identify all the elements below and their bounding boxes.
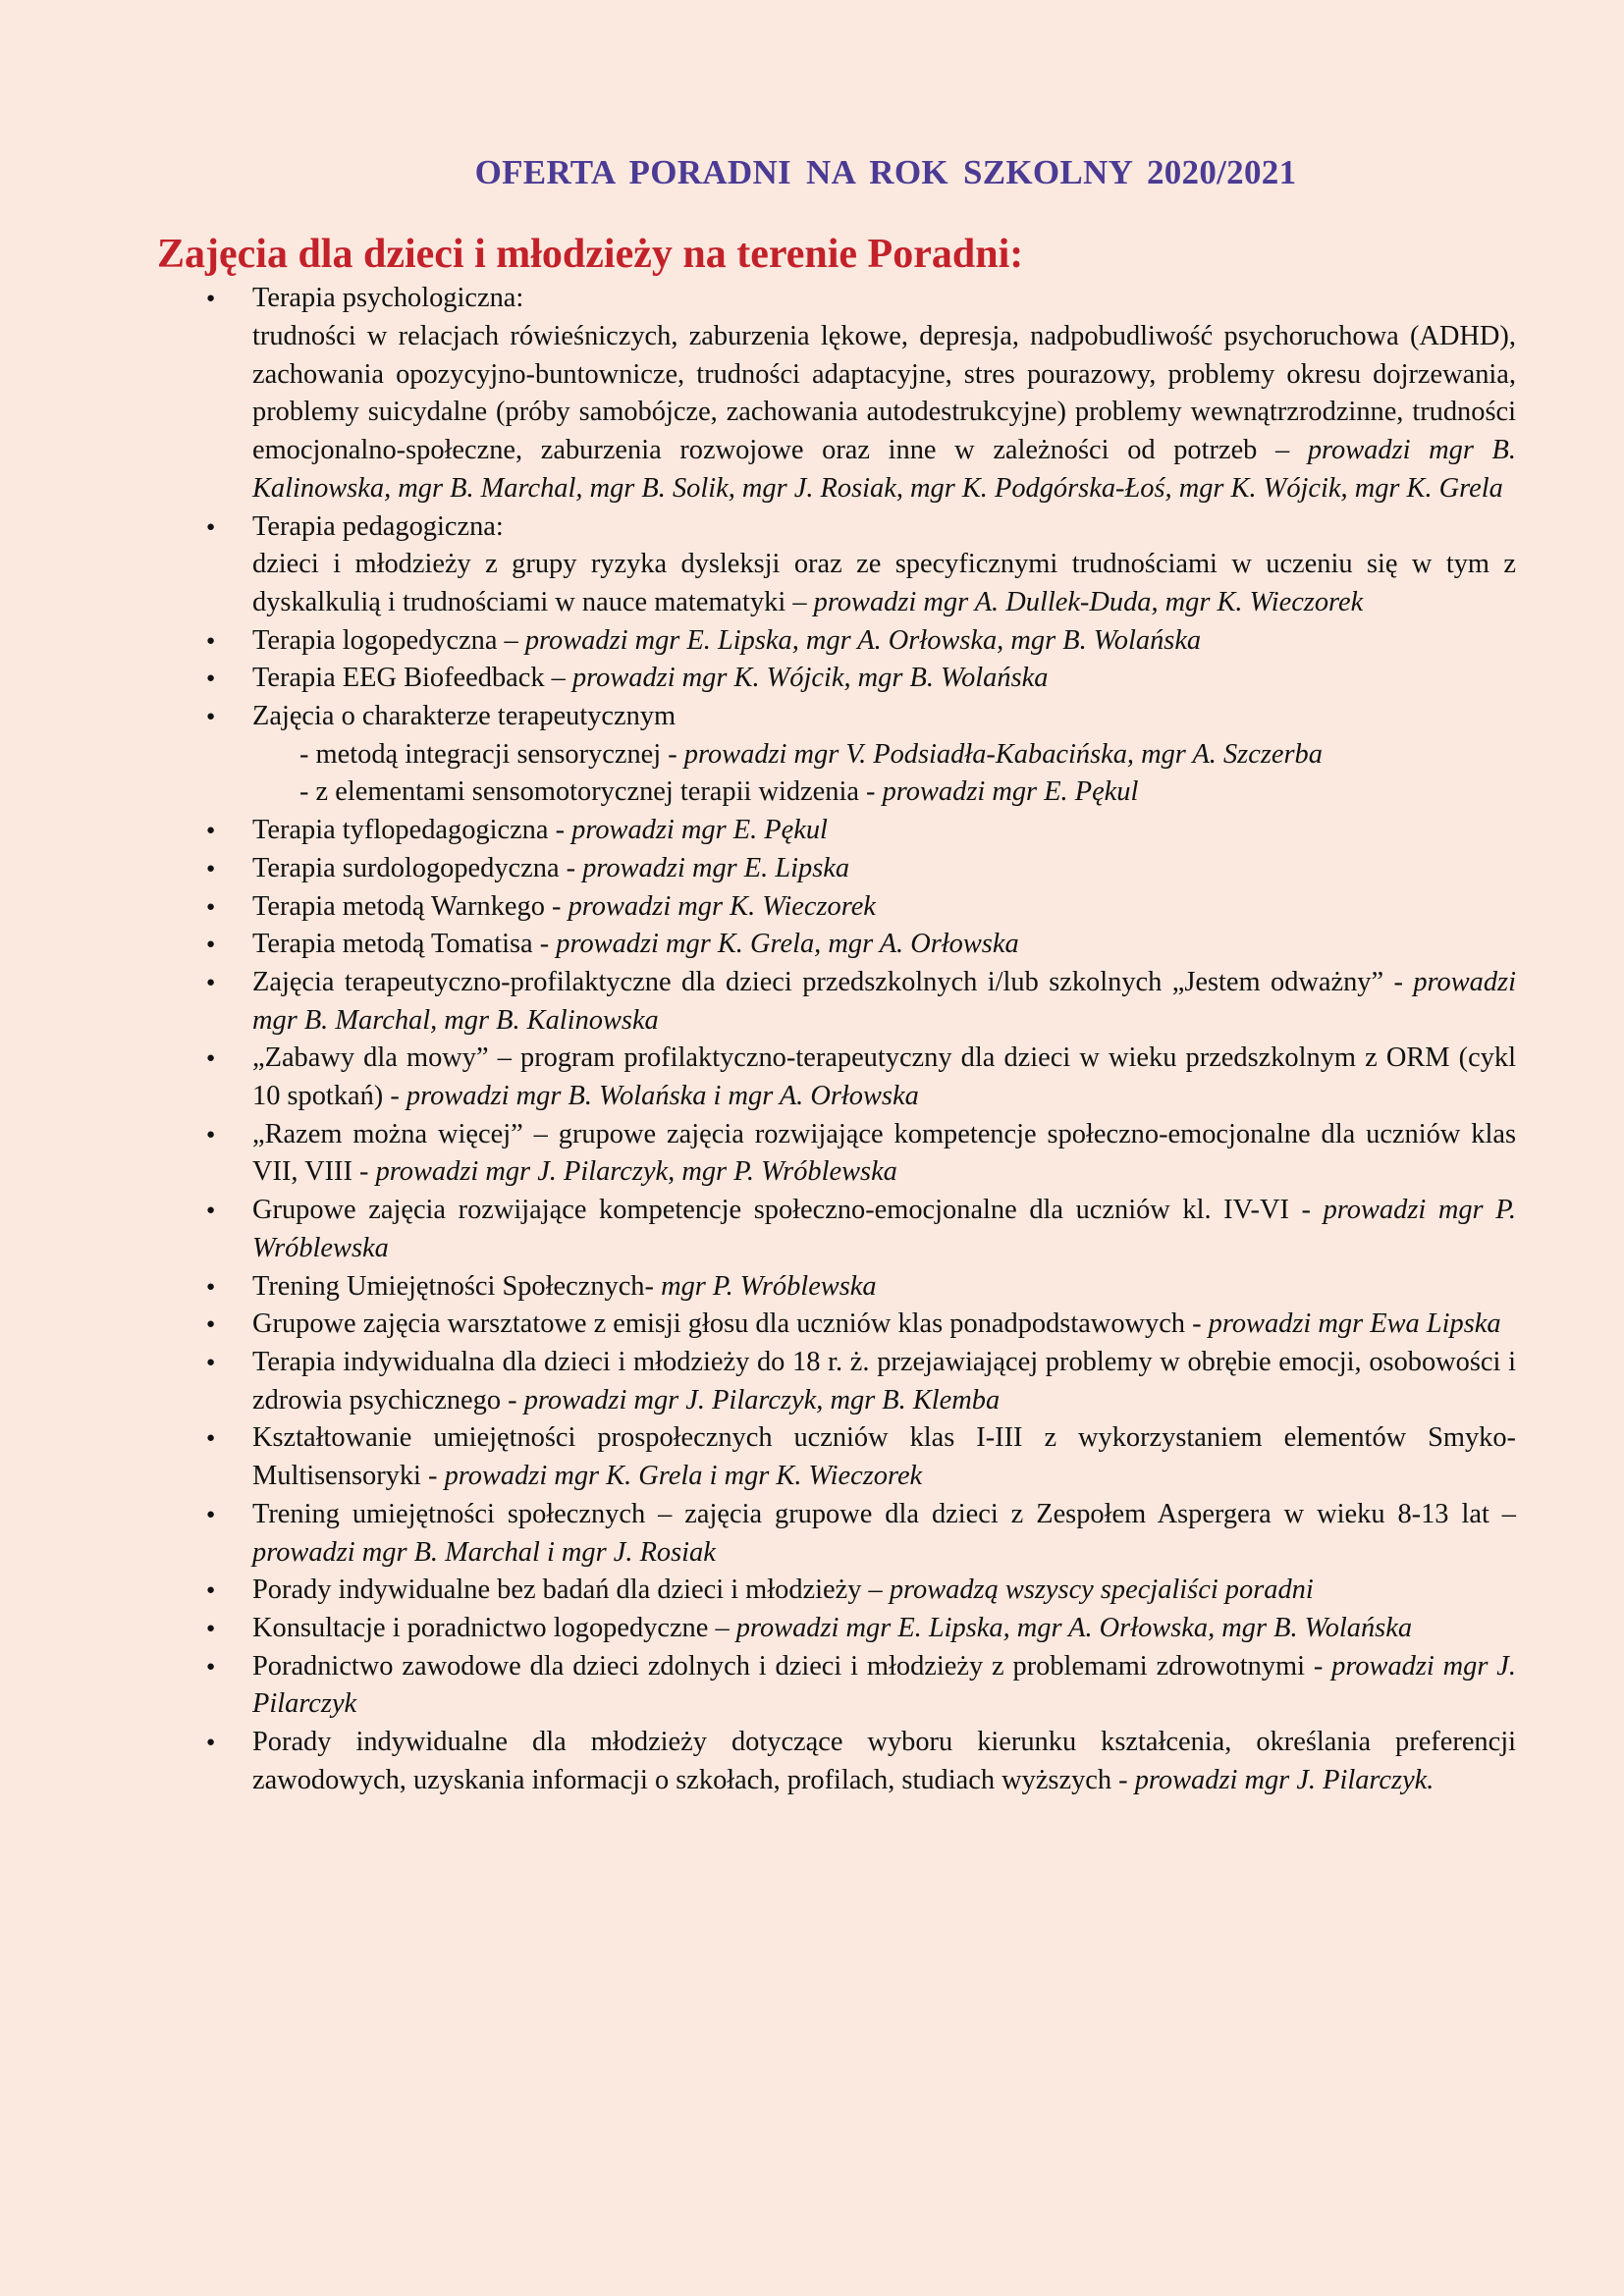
offer-item-speech-consultations xyxy=(252,1610,1516,1648)
sub-item-sensory-integration xyxy=(252,736,1516,774)
document-title: OFERTA PORADNI NA ROK SZKOLNY 2020/2021 xyxy=(474,153,1297,191)
item-description: dzieci i młodzieży z grupy ryzyka dysleksji oraz ze specyficznymi trudnościami w uczeniu się w tym z dyskalkulią i trudnościami w nauce matematyki – xyxy=(252,549,1516,617)
offer-item-individual-therapy xyxy=(252,1344,1516,1419)
item-title: Trening Umiejętności Społecznych- xyxy=(252,1270,662,1302)
item-title: Grupowe zajęcia rozwijające kompetencje społeczno-emocjonalne dla uczniów kl. IV-VI - xyxy=(252,1195,1324,1226)
item-title: Terapia logopedyczna – xyxy=(252,624,525,656)
item-instructors: prowadzi mgr E. Pękul xyxy=(571,815,828,846)
item-title: ● Terapia psychologiczna: xyxy=(252,283,524,314)
item-title: Kształtowanie umiejętności prospołecznych uczniów klas I-III z wykorzystaniem elementów Smyko-Multisensoryki - xyxy=(252,1422,1516,1492)
offer-item-pedagogical-therapy xyxy=(252,508,1516,622)
sub-item-text: - metodą integracji sensorycznej - xyxy=(299,738,684,770)
item-instructors: prowadzi mgr K. Grela, mgr A. Orłowska xyxy=(556,929,1019,960)
offer-item-voice-workshop xyxy=(252,1306,1516,1344)
item-instructors: prowadzi mgr E. Lipska, mgr A. Orłowska, mgr B. Wolańska xyxy=(524,624,1202,656)
offer-item-warnke-method xyxy=(252,888,1516,927)
item-instructors: prowadzi mgr V. Podsiadła-Kabacińska, mgr A. Szczerba xyxy=(683,738,1323,770)
item-instructors: prowadzi mgr J. Pilarczyk, mgr B. Klemba xyxy=(523,1384,1001,1415)
item-title: Grupowe zajęcia warsztatowe z emisji głosu dla uczniów klas ponadpodstawowych - xyxy=(252,1308,1209,1340)
item-instructors: prowadzi mgr B. Marchal, mgr B. Kalinowska xyxy=(252,966,1516,1036)
item-title: Terapia indywidualna dla dzieci i młodzieży do 18 r. ż. przejawiającej problemy w obrębie emocji, osobowości i zdrowia psychicznego - xyxy=(252,1346,1516,1415)
item-title: „Razem można więcej” – grupowe zajęcia rozwijające kompetencje społeczno-emocjonalne dla uczniów klas VII, VIII - xyxy=(252,1118,1516,1188)
item-title: ● Zajęcia o charakterze terapeutycznym xyxy=(252,701,677,732)
sub-item-text: - z elementami sensomotorycznej terapii widzenia - xyxy=(299,776,883,808)
item-instructors: prowadzi mgr J. Pilarczyk, mgr P. Wróblewska xyxy=(375,1156,897,1188)
item-instructors: prowadzi mgr E. Lipska xyxy=(582,852,850,883)
item-instructors: prowadzą wszyscy specjaliści poradni xyxy=(889,1575,1314,1606)
item-title: Porady indywidualne dla młodzieży dotyczące wyboru kierunku kształcenia, określania preferencji zawodowych, uzyskania informacji o szkołach, profilach, studiach wyższych - xyxy=(252,1727,1516,1795)
offer-item-tomatis-method xyxy=(252,926,1516,964)
item-instructors: prowadzi mgr K. Wieczorek xyxy=(568,890,876,922)
offer-item-typhlopedagogy xyxy=(252,812,1516,850)
item-title: Terapia metodą Tomatisa - xyxy=(252,929,557,960)
item-title: ● Terapia pedagogiczna: xyxy=(252,510,504,542)
item-description: trudności w relacjach rówieśniczych, zaburzenia lękowe, depresja, nadpobudliwość psychoruchowa (ADHD), zachowania opozycyjno-buntownicze, trudności adaptacyjne, stres pourazowy, problemy okresu dojrzewania, problemy suicydalne (próby samobójcze, zachowania autodestrukcyjne) problemy wewnątrzrodzinne, trudności emocjonalno-społeczne, zaburzenia rozwojowe oraz inne w zależności od potrzeb – xyxy=(252,321,1516,466)
offer-item-surdologopedics xyxy=(252,850,1516,888)
offer-item-psychological-therapy xyxy=(252,280,1516,507)
item-title: „Zabawy dla mowy” – program profilaktyczno-terapeutyczny dla dzieci w wieku przedszkolnym z ORM (cykl 10 spotkań) - xyxy=(252,1042,1516,1112)
offer-list xyxy=(157,280,1516,1799)
offer-item-jestem-odwazny xyxy=(252,964,1516,1040)
item-instructors: prowadzi mgr B. Wolańska i mgr A. Orłowska xyxy=(406,1081,919,1112)
item-instructors: prowadzi mgr P. Wróblewska xyxy=(252,1195,1516,1263)
offer-item-asperger-training xyxy=(252,1496,1516,1572)
item-title: Terapia surdologopedyczna - xyxy=(252,852,583,883)
item-title: Porady indywidualne bez badań dla dzieci i młodzieży – xyxy=(252,1575,890,1606)
item-title: Konsultacje i poradnictwo logopedyczne – xyxy=(252,1612,736,1643)
item-instructors: prowadzi mgr J. Pilarczyk. xyxy=(1134,1764,1435,1795)
item-title: Zajęcia terapeutyczno-profilaktyczne dla dzieci przedszkolnych i/lub szkolnych „Jestem odważny” - xyxy=(252,966,1414,997)
item-instructors: prowadzi mgr A. Dullek-Duda, mgr K. Wieczorek xyxy=(813,586,1364,617)
offer-item-speech-therapy xyxy=(252,622,1516,661)
item-instructors: prowadzi mgr B. Marchal i mgr J. Rosiak xyxy=(252,1536,716,1568)
item-instructors: mgr P. Wróblewska xyxy=(661,1270,877,1302)
item-title: Terapia tyflopedagogiczna - xyxy=(252,815,572,846)
item-instructors: prowadzi mgr K. Wójcik, mgr B. Wolańska xyxy=(571,663,1049,694)
offer-item-therapeutic-classes xyxy=(252,698,1516,812)
item-instructors: prowadzi mgr K. Grela i mgr K. Wieczorek xyxy=(444,1461,923,1492)
offer-item-eeg-biofeedback xyxy=(252,660,1516,698)
offer-item-individual-advice xyxy=(252,1572,1516,1610)
item-instructors: prowadzi mgr E. Pękul xyxy=(882,776,1139,808)
item-title: Trening umiejętności społecznych – zajęcia grupowe dla dzieci z Zespołem Aspergera w wieku 8-13 lat – xyxy=(252,1498,1516,1529)
offer-item-education-guidance xyxy=(252,1724,1516,1799)
section-heading: Zajęcia dla dzieci i młodzieży na terenie Poradni: xyxy=(157,232,1024,277)
offer-item-career-counseling xyxy=(252,1648,1516,1724)
sub-item-vision-therapy xyxy=(252,774,1516,812)
item-instructors: prowadzi mgr J. Pilarczyk xyxy=(252,1650,1516,1720)
item-title: Terapia metodą Warnkego - xyxy=(252,890,568,922)
item-instructors: prowadzi mgr Ewa Lipska xyxy=(1208,1308,1501,1340)
offer-item-prosocial-skills xyxy=(252,1419,1516,1495)
item-instructors: prowadzi mgr B. Kalinowska, mgr B. Marchal, mgr B. Solik, mgr J. Rosiak, mgr K. Podgórska-Łoś, mgr K. Wójcik, mgr K. Grela xyxy=(252,435,1516,504)
offer-item-razem-mozna-wiecej xyxy=(252,1116,1516,1192)
offer-item-social-skills-training xyxy=(252,1268,1516,1307)
item-instructors: prowadzi mgr E. Lipska, mgr A. Orłowska, mgr B. Wolańska xyxy=(735,1612,1413,1643)
offer-item-zabawy-dla-mowy xyxy=(252,1040,1516,1115)
item-title: Terapia EEG Biofeedback – xyxy=(252,663,572,694)
item-title: Poradnictwo zawodowe dla dzieci zdolnych i dzieci i młodzieży z problemami zdrowotnymi - xyxy=(252,1650,1332,1682)
offer-item-group-social-emotional xyxy=(252,1192,1516,1267)
